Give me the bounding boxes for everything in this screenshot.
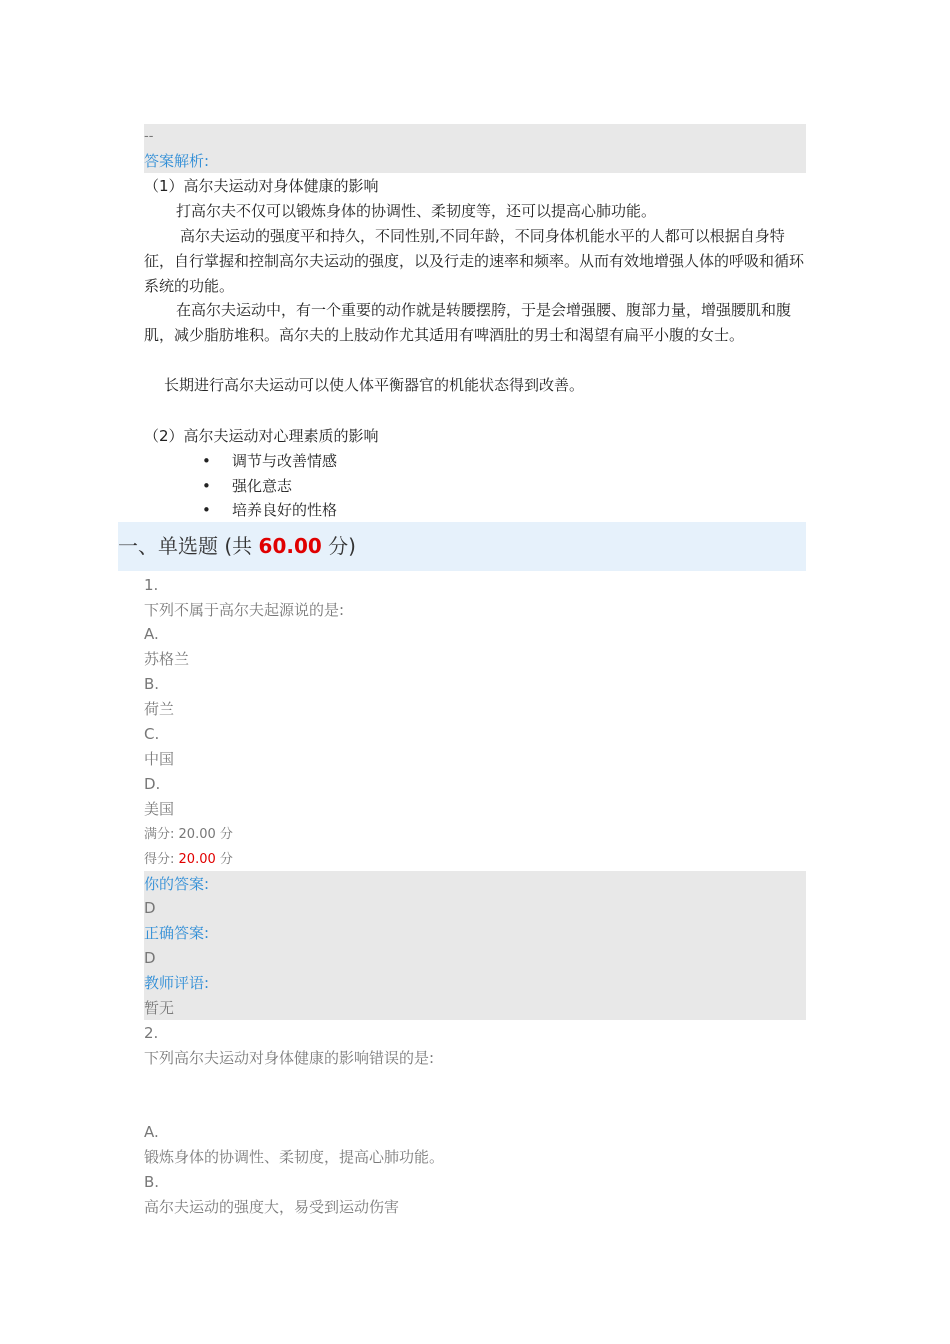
- option-text: 高尔夫运动的强度大，易受到运动伤害: [144, 1198, 400, 1216]
- teacher-comment-label: 教师评语:: [144, 974, 210, 992]
- bullet-dot: •: [202, 452, 211, 470]
- obtained-score-value: 20.00: [178, 852, 216, 867]
- analysis-paragraph-4: 长期进行高尔夫运动可以使人体平衡器官的机能状态得到改善。: [164, 376, 585, 394]
- teacher-comment-value: 暂无: [144, 999, 175, 1017]
- question-stem: 下列高尔夫运动对身体健康的影响错误的是:: [144, 1049, 435, 1067]
- option-letter: B.: [144, 1173, 160, 1191]
- your-answer-label: 你的答案:: [144, 875, 210, 893]
- question-number: 2.: [144, 1024, 159, 1042]
- question-stem: 下列不属于高尔夫起源说的是:: [144, 601, 345, 619]
- option-letter: B.: [144, 675, 160, 693]
- full-score-value: 20.00: [178, 827, 216, 842]
- bullet-dot: •: [202, 477, 211, 495]
- section-score: 60.00: [258, 534, 322, 558]
- option-letter: A.: [144, 625, 159, 643]
- bullet-item: 调节与改善情感: [232, 452, 338, 470]
- bullet-item: 培养良好的性格: [232, 501, 338, 519]
- option-text: 中国: [144, 750, 175, 768]
- analysis-paragraph-3: 在高尔夫运动中，有一个重要的动作就是转腰摆胯，于是会增强腰、腹部力量，增强腰肌和腹肌，减少脂肪堆积。高尔夫的上肢动作尤其适用有啤酒肚的男士和渴望有扁平小腹的女士。: [144, 301, 792, 344]
- option-text: 苏格兰: [144, 650, 190, 668]
- option-letter: D.: [144, 775, 161, 793]
- option-text: 荷兰: [144, 700, 175, 718]
- analysis-label: 答案解析:: [144, 152, 210, 170]
- full-score-unit: 分: [219, 827, 233, 842]
- analysis-heading-2: （2）高尔夫运动对心理素质的影响: [144, 427, 379, 445]
- option-text: 美国: [144, 800, 175, 818]
- analysis-paragraph-1: 打高尔夫不仅可以锻炼身体的协调性、柔韧度等，还可以提高心肺功能。: [176, 202, 657, 220]
- analysis-heading-1: （1）高尔夫运动对身体健康的影响: [144, 177, 379, 195]
- obtained-score: [144, 847, 233, 872]
- your-answer-value: D: [144, 899, 156, 917]
- answer-panel: [144, 871, 806, 1020]
- correct-answer-label: 正确答案:: [144, 924, 210, 942]
- full-score: [144, 822, 233, 847]
- obtained-score-unit: 分: [219, 852, 233, 867]
- analysis-header: [144, 124, 806, 173]
- option-text: 锻炼身体的协调性、柔韧度，提高心肺功能。: [144, 1148, 445, 1166]
- section-title-suffix: 分): [321, 534, 356, 558]
- analysis-paragraph-2: 高尔夫运动的强度平和持久，不同性别,不同年龄，不同身体机能水平的人都可以根据自身特征，自行掌握和控制高尔夫运动的强度，以及行走的速率和频率。从而有效地增强人体的呼吸和循环系统的功能。: [144, 227, 805, 295]
- section-heading: [118, 522, 806, 571]
- bullet-dot: •: [202, 501, 211, 519]
- option-letter: A.: [144, 1123, 159, 1141]
- correct-answer-value: D: [144, 949, 156, 967]
- bullet-item: 强化意志: [232, 477, 293, 495]
- option-letter: C.: [144, 725, 160, 743]
- question-number: 1.: [144, 576, 159, 594]
- full-score-label: 满分:: [144, 827, 175, 842]
- section-title-prefix: 一、单选题 (共: [118, 534, 259, 558]
- obtained-score-label: 得分:: [144, 852, 175, 867]
- analysis-dash: --: [144, 129, 154, 144]
